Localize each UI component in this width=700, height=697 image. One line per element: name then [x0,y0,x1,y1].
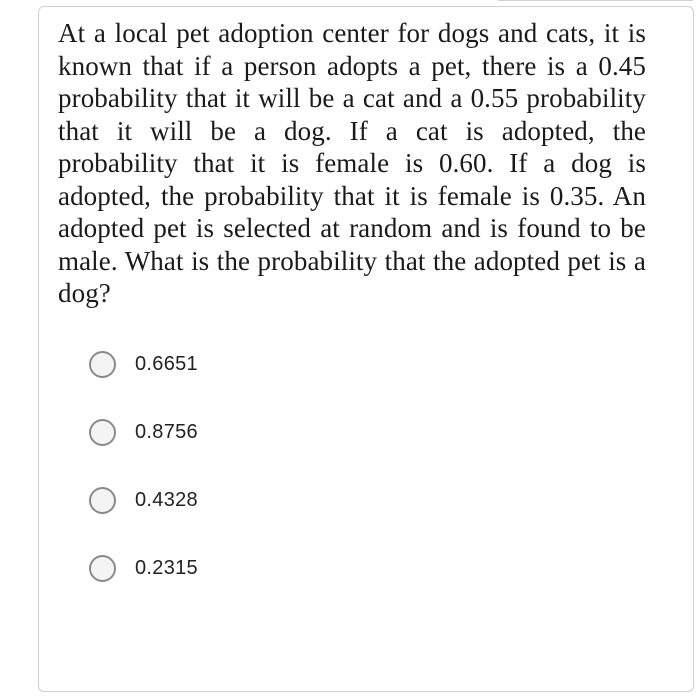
answer-option-2[interactable] [89,415,489,449]
radio-button-icon[interactable] [89,555,116,582]
answer-option-label: 0.6651 [135,352,198,375]
answer-option-1[interactable] [89,347,489,381]
answer-option-label: 0.8756 [135,420,198,443]
answer-option-label: 0.4328 [135,488,198,511]
question-card [38,6,694,692]
radio-button-icon[interactable] [89,419,116,446]
top-divider [498,0,693,1]
question-text: At a local pet adoption center for dogs and cats, it is known that if a person adopts a pet, there is a 0.45 probability that it will be a cat and a 0.55 probability that it will be a dog. If a cat is adopted, the probability that it is female is 0.60. If a dog is adopted, the probability that it is female is 0.35. An adopted pet is selected at random and is found to be male. What is the probability that the adopted pet is a dog? [58,18,646,308]
radio-button-icon[interactable] [89,487,116,514]
answer-option-label: 0.2315 [135,556,198,579]
radio-button-icon[interactable] [89,351,116,378]
answer-option-3[interactable] [89,483,489,517]
answer-options [89,347,489,619]
answer-option-4[interactable] [89,551,489,585]
